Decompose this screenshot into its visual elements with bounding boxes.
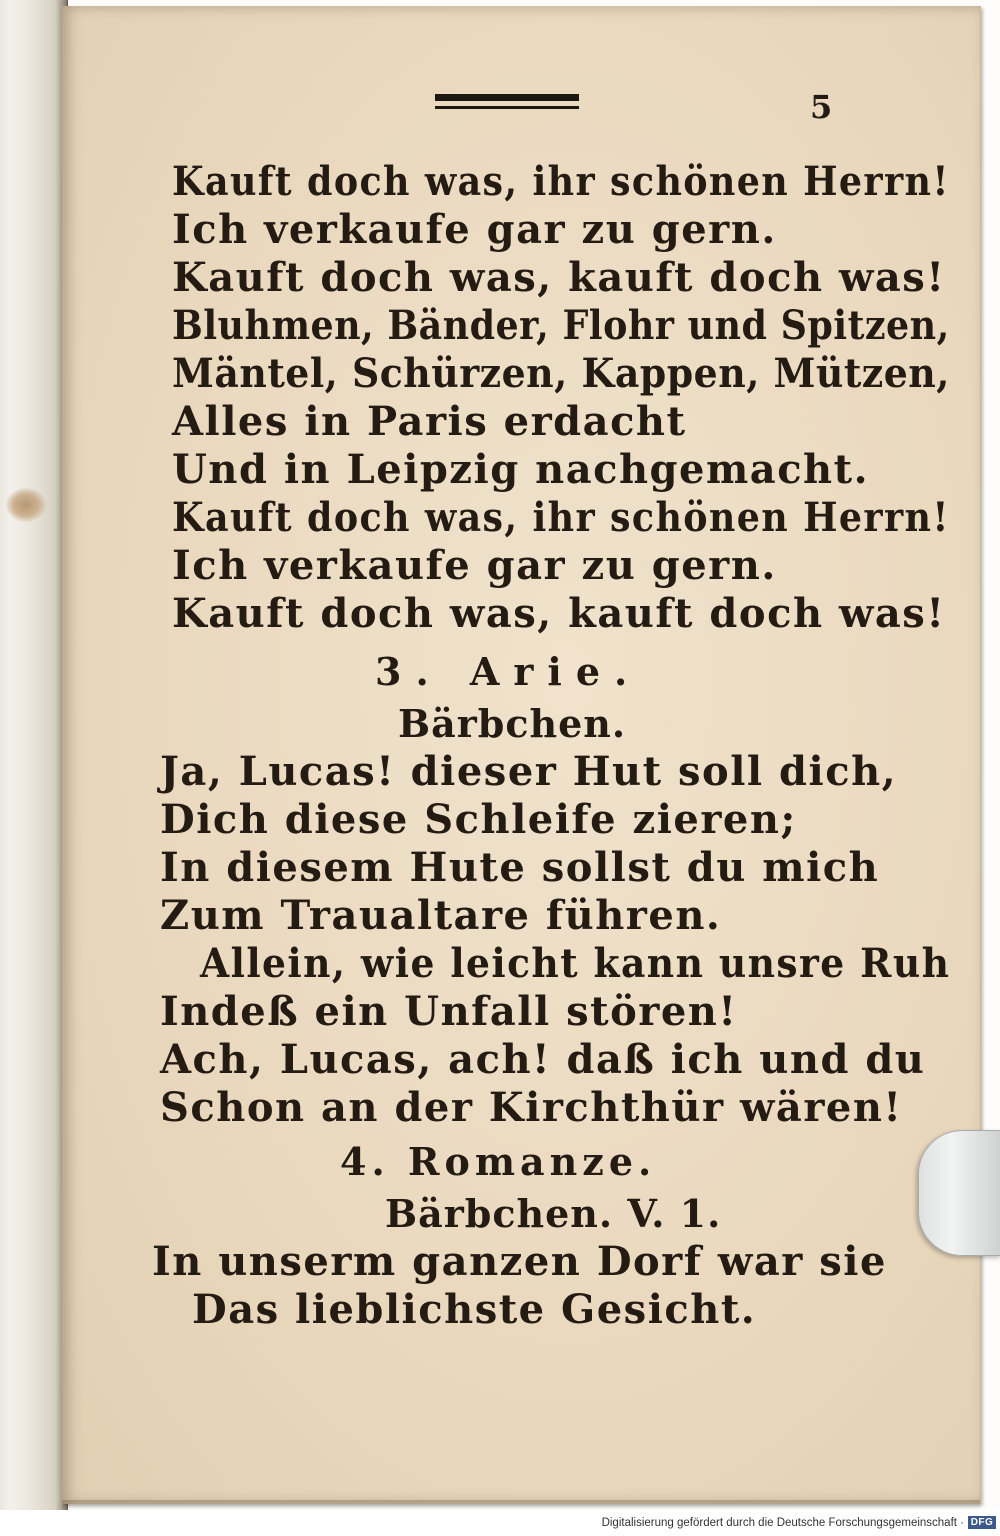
verse-line: Bluhmen, Bänder, Flohr und Spitzen, [172,302,950,349]
book-binding-gutter [0,0,68,1510]
verse-line: Indeß ein Unfall stören! [160,988,738,1035]
verse-line: Ja, Lucas! dieser Hut soll dich, [160,748,898,795]
digitization-footer [0,1510,1000,1536]
verse-line: Dich diese Schleife zieren; [160,796,797,843]
page-number: 5 [810,88,833,126]
section-title: 4. Romanze. [340,1139,657,1184]
bookmark-clip [918,1130,1000,1256]
verse-line: Zum Traualtare führen. [160,892,722,939]
verse-line: Das lieblichste Gesicht. [192,1286,757,1333]
page-shadow [62,1500,980,1510]
verse-line: Allein, wie leicht kann unsre Ruh [200,940,951,987]
section-title: 3. Arie. [375,649,642,694]
speaker-name: Bärbchen. V. 1. [385,1191,722,1236]
paper-stain [6,488,46,522]
verse-line: Kauft doch was, ihr schönen Herrn! [172,494,950,541]
header-rule [435,94,579,109]
verse-line: Kauft doch was, ihr schönen Herrn! [172,158,950,205]
dfg-logo-icon: DFG [968,1516,996,1529]
funding-credit: Digitalisierung gefördert durch die Deutsche Forschungsgemeinschaft · [601,1517,964,1529]
verse-line: Mäntel, Schürzen, Kappen, Mützen, [172,350,950,397]
header-rule-thick [435,94,579,101]
verse-line: Ach, Lucas, ach! daß ich und du [160,1036,926,1083]
verse-line: Schon an der Kirchthür wären! [160,1084,903,1131]
verse-line: Alles in Paris erdacht [172,398,687,445]
verse-line: Ich verkaufe gar zu gern. [172,542,777,589]
header-rule-thin [435,106,579,109]
speaker-name: Bärbchen. [398,701,627,746]
verse-line: Kauft doch was, kauft doch was! [172,254,946,301]
verse-line: In diesem Hute sollst du mich [160,844,880,891]
verse-line: Ich verkaufe gar zu gern. [172,206,777,253]
verse-line: Und in Leipzig nachgemacht. [172,446,870,493]
verse-line: In unserm ganzen Dorf war sie [152,1238,887,1285]
verse-line: Kauft doch was, kauft doch was! [172,590,946,637]
